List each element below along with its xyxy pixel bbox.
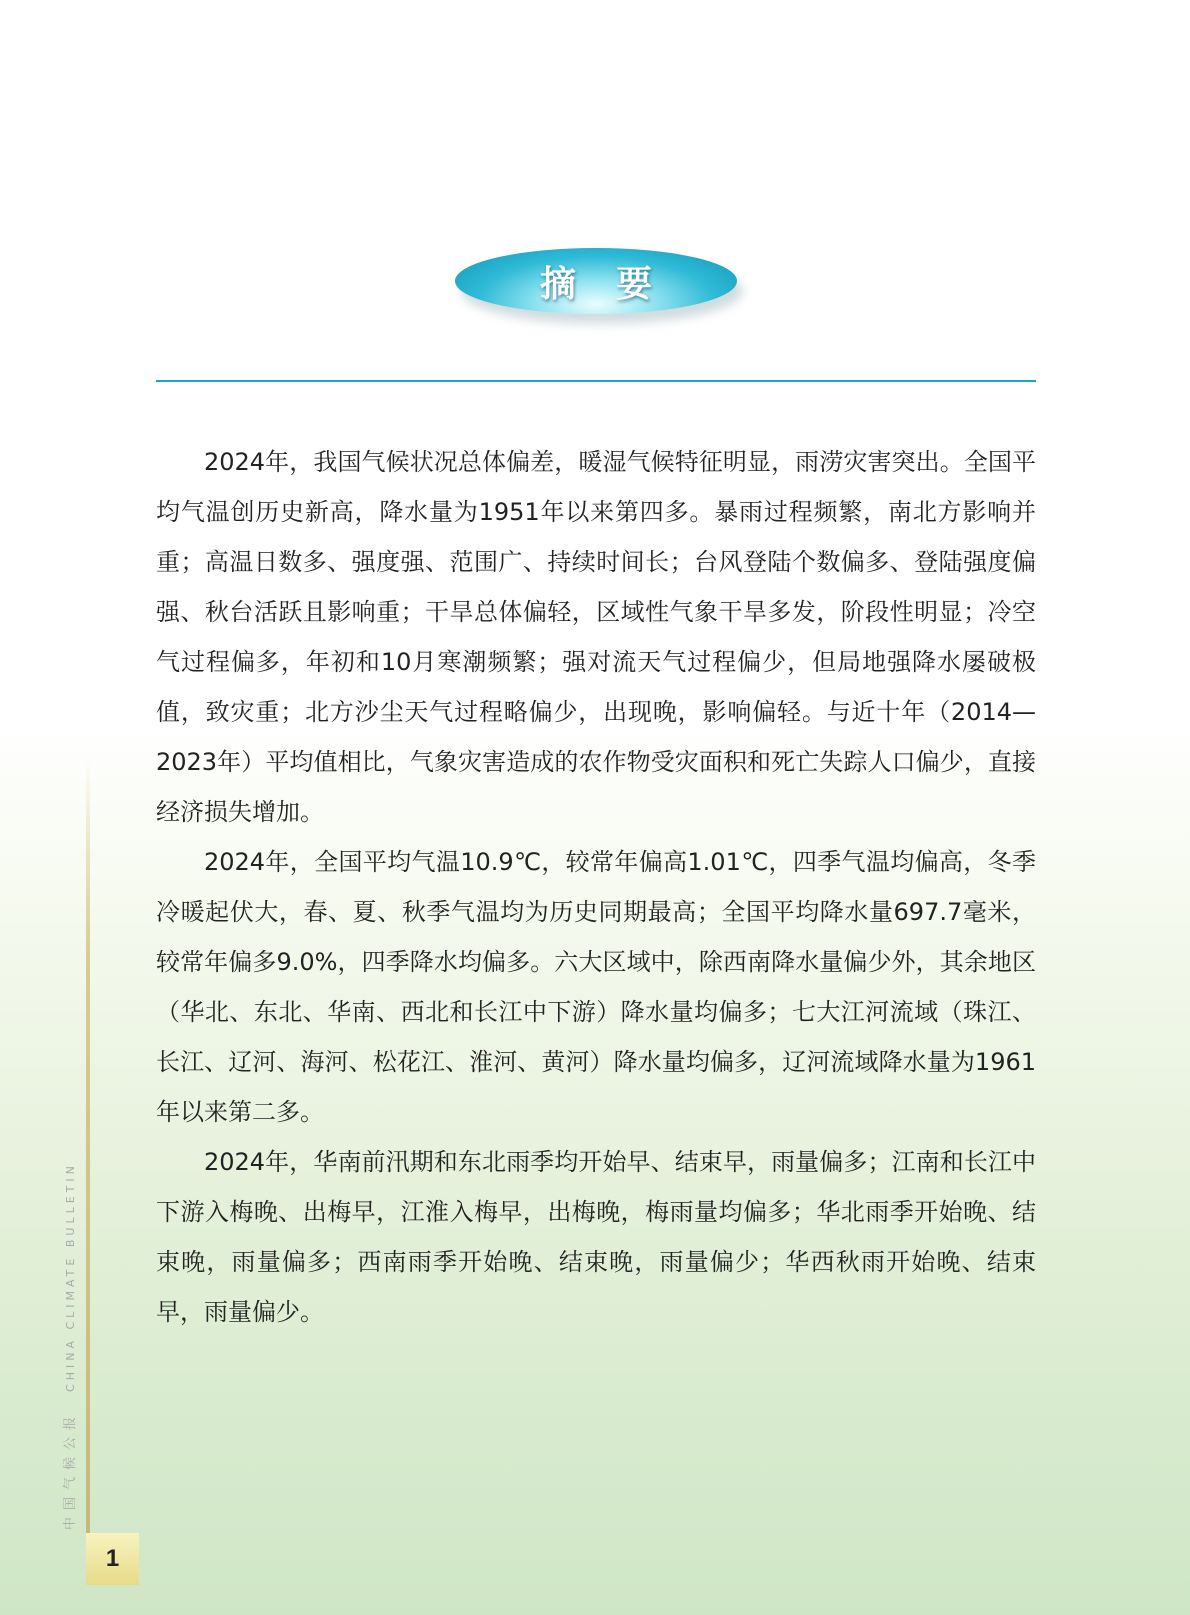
paragraph-3: 2024年，华南前汛期和东北雨季均开始早、结束早，雨量偏多；江南和长江中下游入梅晚、出梅早，江淮入梅早，出梅晚，梅雨量均偏多；华北雨季开始晚、结束晚，雨量偏多；西南雨季开始晚、结束晚，雨量偏少；华西秋雨开始晚、结束早，雨量偏少。 [156, 1148, 1036, 1326]
side-running-title [61, 1030, 81, 1530]
section-heading [455, 248, 737, 314]
paragraph-1: 2024年，我国气候状况总体偏差，暖湿气候特征明显，雨涝灾害突出。全国平均气温创历史新高，降水量为1951年以来第四多。暴雨过程频繁，南北方影响并重；高温日数多、强度强、范围广、持续时间长；台风登陆个数偏多、登陆强度偏强、秋台活跃且影响重；干旱总体偏轻，区域性气象干旱多发，阶段性明显；冷空气过程偏多，年初和10月寒潮频繁；强对流天气过程偏少，但局地强降水屡破极值，致灾重；北方沙尘天气过程略偏少，出现晚，影响偏轻。与近十年（2014—2023年）平均值相比，气象灾害造成的农作物受灾面积和死亡失踪人口偏少，直接经济损失增加。 [156, 448, 1036, 826]
page-number: 1 [86, 1533, 139, 1585]
summary-body [156, 437, 1036, 1337]
heading-pill [455, 248, 737, 314]
running-title-en: CHINA CLIMATE BULLETIN [64, 1162, 77, 1392]
paragraph-2: 2024年，全国平均气温10.9℃，较常年偏高1.01℃，四季气温均偏高，冬季冷暖起伏大，春、夏、秋季气温均为历史同期最高；全国平均降水量697.7毫米，较常年偏多9.0%，四季降水均偏多。六大区域中，除西南降水量偏少外，其余地区（华北、东北、华南、西北和长江中下游）降水量均偏多；七大江河流域（珠江、长江、辽河、海河、松花江、淮河、黄河）降水量均偏多，辽河流域降水量为1961年以来第二多。 [156, 848, 1036, 1126]
running-title-cn: 中国气候公报 [63, 1409, 78, 1530]
heading-title: 摘要 [539, 263, 692, 305]
side-decorative-bar [86, 760, 90, 1535]
heading-divider [156, 380, 1036, 382]
